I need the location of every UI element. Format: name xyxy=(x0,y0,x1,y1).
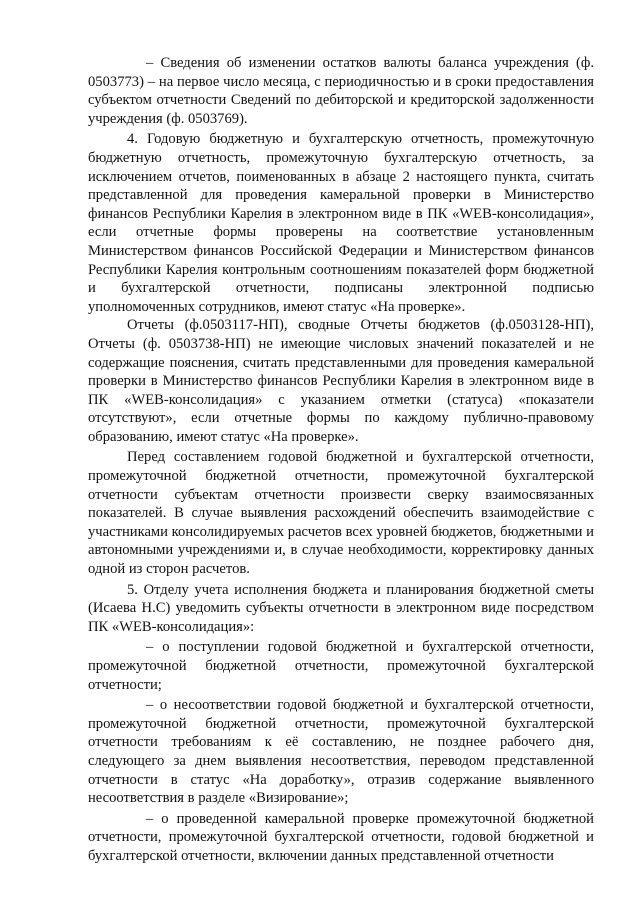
paragraph-currency-balance-info: – Сведения об изменении остатков валюты баланса учреждения (ф. 0503773) – на первое число месяца, с периодичностью и в сроки предоставления субъектом отчетности Сведений по дебиторской и кредиторской задолженности учреждения (ф. 0503769). xyxy=(88,55,594,127)
paragraph-np-reports: Отчеты (ф.0503117-НП), сводные Отчеты бюджетов (ф.0503128-НП), Отчеты (ф. 0503738-НП) не имеющие числовых значений показателей и не содержащие пояснения, считать представленными для проведения камеральной проверки в Министерство финансов Республики Карелия в электронном виде в ПК «WEB-консолидация» с указанием отметки (статуса) «показатели отсутствуют», если отчетные формы по каждому публично-правовому образованию, имеют статус «На проверке». xyxy=(88,317,594,445)
paragraph-reconciliation: Перед составлением годовой бюджетной и бухгалтерской отчетности, промежуточной бюджетной отчетности, промежуточной бухгалтерской отчетности субъектам отчетности произвести сверку взаимосвязанных показателей. В случае выявления расхождений обеспечить взаимодействие с участниками консолидируемых расчетов всех уровней бюджетов, бюджетными и автономными учреждениями и, в случае необходимости, корректировку данных одной из сторон расчетов. xyxy=(88,449,594,578)
list-item-audit-completed: – о проведенной камеральной проверке промежуточной бюджетной отчетности, промежуточной бухгалтерской отчетности, годовой бюджетной и бухгалтерской отчетности, включении данных представленной отчетности xyxy=(88,810,594,864)
list-item-receipt: – о поступлении годовой бюджетной и бухгалтерской отчетности, промежуточной бюджетной отчетности, промежуточной бухгалтерской отчетности; xyxy=(88,639,594,693)
paragraph-item-5: 5. Отделу учета исполнения бюджета и планирования бюджетной сметы (Исаева Н.С) уведомить субъекты отчетности в электронном виде посредством ПК «WEB-консолидация»: xyxy=(88,581,594,635)
paragraph-item-4: 4. Годовую бюджетную и бухгалтерскую отчетность, промежуточную бюджетную отчетность, промежуточную бухгалтерскую отчетность, за исключением отчетов, поименованных в абзаце 2 настоящего пункта, считать представленной для проведения камеральной проверки в Министерство финансов Республики Карелия в электронном виде в ПК «WEB-консолидация», если отчетные формы проверены на соответствие установленным Министерством финансов Российской Федерации и Министерством финансов Республики Карелия контрольным соотношениям показателей форм бюджетной и бухгалтерской отчетности, подписаны электронной подписью уполномоченных сотрудников, имеют статус «На проверке». xyxy=(88,131,594,315)
list-item-nonconformity: – о несоответствии годовой бюджетной и бухгалтерской отчетности, промежуточной бюджетной отчетности, промежуточной бухгалтерской отчетности требованиям к её составлению, не позднее рабочего дня, следующего за днем выявления несоответствия, переводом представленной отчетности в статус «На доработку», отразив содержание выявленного несоответствия в разделе «Визирование»; xyxy=(88,697,594,807)
